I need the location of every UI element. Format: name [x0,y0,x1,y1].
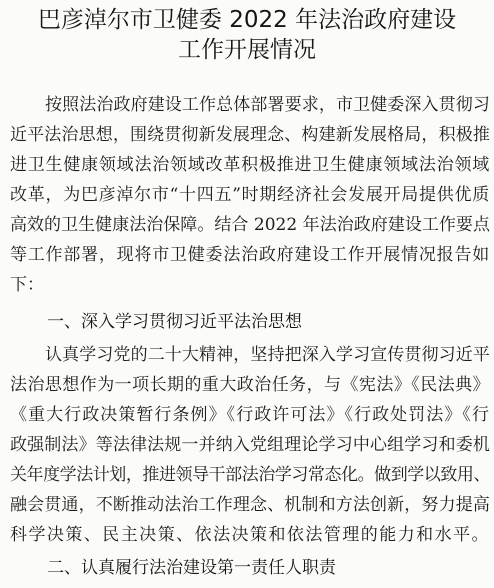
section-heading-1: 一、深入学习贯彻习近平法治思想 [47,312,302,332]
intro-line: 按照法治政府建设工作总体部署要求，市卫健委深入贯彻习 [45,95,490,115]
document-title-line-1: 巴彦淖尔市卫健委 2022 年法治政府建设 [37,7,457,33]
document-title-line-2: 工作开展情况 [178,37,316,63]
intro-line: 进卫生健康领域法治领域改革积极推进卫生健康领域法治领域 [10,155,490,175]
section-1-line: 科学决策、民主决策、依法决策和依法管理的能力和水平。 [10,525,490,545]
section-heading-2: 二、认真履行法治建设第一责任人职责 [47,558,336,578]
section-1-line: 法治思想作为一项长期的重大政治任务，与《宪法》《民法典》 [10,375,490,395]
section-1-line: 政强制法》等法律法规一并纳入党组理论学习中心组学习和委机 [10,435,490,455]
intro-line: 改革，为巴彦淖尔市“十四五”时期经济社会发展开局提供优质 [10,185,490,205]
section-1-line: 《重大行政决策暂行条例》《行政许可法》《行政处罚法》《行 [10,405,490,425]
section-1-line: 融会贯通，不断推动法治工作理念、机制和方法创新，努力提高 [10,495,490,515]
intro-line: 高效的卫生健康法治保障。结合 2022 年法治政府建设工作要点 [10,215,490,235]
section-1-line: 关年度学法计划，推进领导干部法治学习常态化。做到学以致用、 [10,465,490,485]
intro-line: 等工作部署，现将市卫健委法治政府建设工作开展情况报告如 [10,245,490,265]
section-1-line: 认真学习党的二十大精神，坚持把深入学习宣传贯彻习近平 [45,345,490,365]
intro-line: 下： [10,275,44,295]
intro-line: 近平法治思想，围绕贯彻新发展理念、构建新发展格局，积极推 [10,125,490,145]
